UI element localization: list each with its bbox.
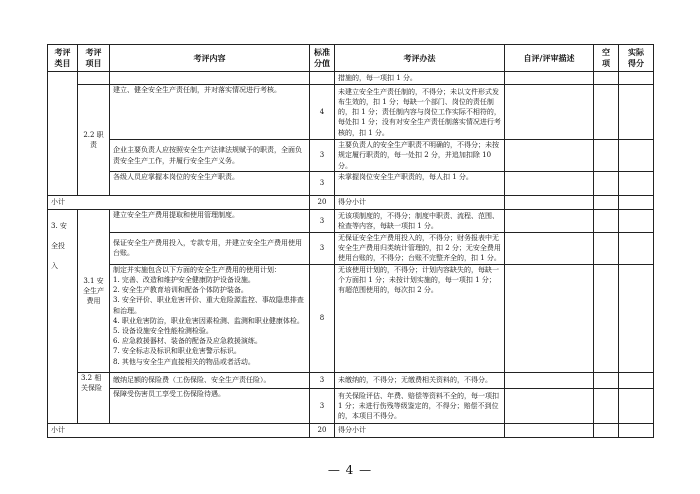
method-cell: 无该项制度的，不得分；制度中职责、流程、范围、检查等内容，每缺一项扣 1 分。 [335,209,505,232]
subtotal-score: 20 [310,195,335,209]
score-cell: 4 [310,85,335,140]
header-item: 考评 项目 [78,45,110,72]
table-row [48,372,654,388]
header-content: 考评内容 [110,45,310,72]
score-cell: 3 [310,209,335,232]
content-cell: 保障受伤害员工享受工伤保险待遇。 [110,388,310,423]
table-row [48,140,654,172]
item-cell: 3.1 安 全生产 费用 [78,209,110,372]
table-row [48,264,654,372]
content-cell: 制定并实施包含以下方面的安全生产费用的使用计划： 1. 完善、改造和维护安全健康防护设备设施。 2. 安全生产教育培训和配备个体防护装备。 3. 安全评价、职业危害评价、重大危险源监控、事故隐患排查和治理。 4. 职业危害防治，职业危害因素检测、监测和职业健康体检。 5. 设备设施安全性能检测检验。 6. 应急救援器材、装备的配备及应急救援演练。 7. 安全标志及标识和职业危害警示标识。 8. 其他与安全生产直接相关的物品或者活动。 [110,264,310,372]
table-row [48,232,654,264]
method-cell: 未建立安全生产责任制的，不得分；未以文件形式发布生效的，扣 1 分；每缺一个部门、岗位的责任制的，扣 1 分；责任制内容与岗位工作实际不相符的，每处扣 1 分；没有对安全生产责任制落实情况进行考核的，扣 1 分。 [335,85,505,140]
content-cell: 缴纳足额的保险费（工伤保险、安全生产责任险）。 [110,372,310,388]
content-cell: 建立、健全安全生产责任制，并对落实情况进行考核。 [110,85,310,140]
header-category: 考评 类目 [48,45,78,72]
subtotal-label: 小计 [48,195,310,209]
header-blank-item: 空 项 [594,45,619,72]
table-row [48,85,654,140]
table-row [48,171,654,195]
category-cell: 3. 安 全投 入 [48,209,78,423]
content-cell: 保证安全生产费用投入，专款专用，并建立安全生产费用使用台账。 [110,232,310,264]
method-cell: 无保证安全生产费用投入的，不得分；财务报表中无安全生产费用归类统计管理的，扣 2 分；无安全费用使用台账的，不得分；台账不完整齐全的，扣 1 分。 [335,232,505,264]
method-cell: 主要负责人的安全生产职责不明确的，不得分；未按规定履行职责的，每一处扣 2 分，并追加扣除 10 分。 [335,140,505,172]
subtotal-label: 小计 [48,423,310,437]
score-cell: 3 [310,171,335,195]
subtotal-method: 得分小计 [335,423,505,437]
content-cell: 建立安全生产费用提取和使用管理制度。 [110,209,310,232]
page-number: — 4 — [327,463,373,477]
method-cell: 有关保险评估、年费、赔偿等资料不全的，每一项扣 1 分；未进行伤残等级鉴定的，不得分；赔偿不到位的，本项目不得分。 [335,388,505,423]
table-row [48,388,654,423]
score-cell: 8 [310,264,335,372]
method-cell: 无该使用计划的，不得分；计划内容缺失的，每缺一个方面扣 1 分；未按计划实施的，每一项扣 1 分；有超范围使用的，每次扣 2 分。 [335,264,505,372]
header-actual-score: 实际 得分 [619,45,654,72]
content-cell: 各级人员应掌握本岗位的安全生产职责。 [110,171,310,195]
subtotal-method: 得分小计 [335,195,505,209]
score-cell: 3 [310,372,335,388]
header-method: 考评办法 [335,45,505,72]
score-cell: 3 [310,388,335,423]
header-standard-score: 标准 分值 [310,45,335,72]
score-cell: 3 [310,232,335,264]
subtotal-score: 20 [310,423,335,437]
header-self-review: 自评/评审描述 [505,45,594,72]
header-row [48,45,654,72]
table-row [48,72,654,85]
item-cell: 2.2 职 责 [78,85,110,196]
score-cell: 3 [310,140,335,172]
method-cell: 未掌握岗位安全生产职责的，每人扣 1 分。 [335,171,505,195]
assessment-table [47,44,654,438]
table-row [48,209,654,232]
method-cell: 措施的，每一项扣 1 分。 [335,72,505,85]
category-cell-empty [48,72,78,196]
subtotal-row [48,195,654,209]
subtotal-row [48,423,654,437]
item-cell: 3.2 相 关保险 [78,372,110,423]
method-cell: 未缴纳的，不得分；无缴费相关资料的，不得分。 [335,372,505,388]
content-cell: 企业主要负责人应按照安全生产法律法规赋予的职责，全面负责安全生产工作，并履行安全生产义务。 [110,140,310,172]
